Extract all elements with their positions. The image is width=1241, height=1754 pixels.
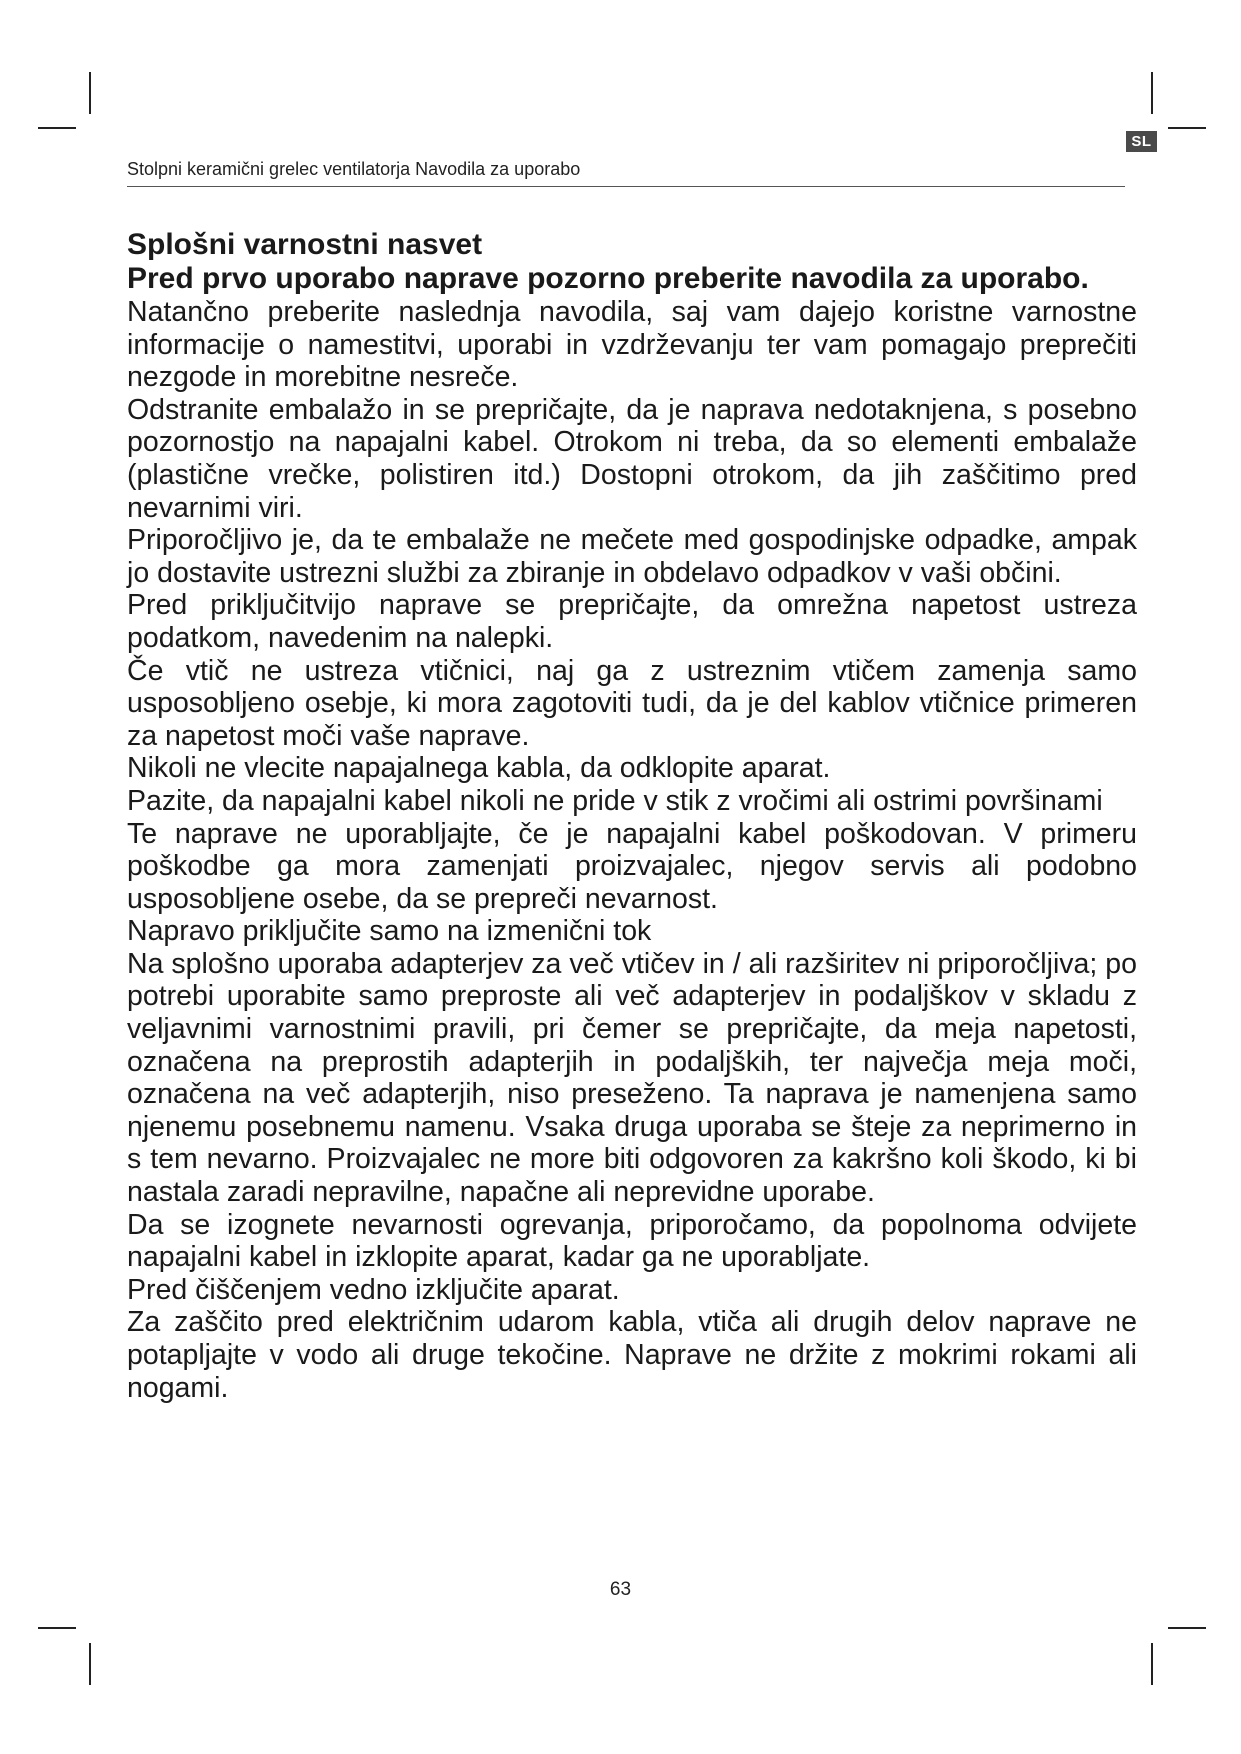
section-subtitle: Pred prvo uporabo naprave pozorno preberite navodila za uporabo.: [127, 262, 1089, 295]
section-title: Splošni varnostni nasvet: [127, 228, 483, 261]
paragraph: Natančno preberite naslednja navodila, saj vam dajejo koristne varnostne informacije o namestitvi, uporabi in vzdrževanju ter vam pomagajo preprečiti nezgode in morebitne nesreče.: [127, 296, 1137, 394]
paragraph: Te naprave ne uporabljajte, če je napajalni kabel poškodovan. V primeru poškodbe ga mora zamenjati proizvajalec, njegov servis ali podobno usposobljene osebe, da se prepreči nevarnost.: [127, 817, 1137, 915]
paragraph: Na splošno uporaba adapterjev za več vtičev in / ali razširitev ni priporočljiva; po potrebi uporabite samo preproste ali več adapterjev in podaljškov v skladu z veljavnimi varnostnimi pravili, pri čemer se prepričajte, da meja napetosti, označena na preprostih adapterjih in podaljških, ter največja meja moči, označena na več adapterjih, niso preseženo. Ta naprava je namenjena samo njenemu posebnemu namenu. Vsaka druga uporaba se šteje za neprimerno in s tem nevarno. Proizvajalec ne more biti odgovoren za kakršno koli škodo, ki bi nastala zaradi nepravilne, napačne ali neprevidne uporabe.: [127, 947, 1137, 1209]
paragraph: Nikoli ne vlecite napajalnega kabla, da odklopite aparat.: [127, 752, 831, 785]
paragraph: Odstranite embalažo in se prepričajte, da je naprava nedotaknjena, s posebno pozornostjo na napajalni kabel. Otrokom ni treba, da so elementi embalaže (plastične vrečke, polistiren itd.) Dostopni otrokom, da jih zaščitimo pred nevarnimi viri.: [127, 393, 1137, 524]
paragraph: Da se izognete nevarnosti ogrevanja, priporočamo, da popolnoma odvijete napajalni kabel in izklopite aparat, kadar ga ne uporabljate.: [127, 1208, 1137, 1274]
crop-mark-top-left-vertical: [89, 72, 91, 114]
document-body: [127, 228, 1137, 1404]
crop-mark-bottom-left-horizontal: [38, 1627, 76, 1629]
paragraph: Pred priključitvijo naprave se prepričajte, da omrežna napetost ustreza podatkom, navedenim na nalepki.: [127, 589, 1137, 654]
running-head: Stolpni keramični grelec ventilatorja Navodila za uporabo: [127, 159, 581, 179]
paragraph: Pred čiščenjem vedno izključite aparat.: [127, 1273, 620, 1306]
crop-mark-top-right-horizontal: [1168, 127, 1206, 129]
paragraph: Če vtič ne ustreza vtičnici, naj ga z ustreznim vtičem zamenja samo usposobljeno osebje, ki mora zagotoviti tudi, da je del kablov vtičnice primeren za napetost moči vaše naprave.: [127, 654, 1137, 752]
page-number: 63: [609, 1579, 632, 1600]
crop-mark-top-right-vertical: [1151, 72, 1153, 114]
header-divider: [127, 186, 1125, 187]
paragraph: Napravo priključite samo na izmenični tok: [127, 915, 652, 948]
crop-mark-bottom-right-horizontal: [1168, 1627, 1206, 1629]
paragraph: Priporočljivo je, da te embalaže ne mečete med gospodinjske odpadke, ampak jo dostavite ustrezni službi za zbiranje in obdelavo odpadkov v vaši občini.: [127, 524, 1137, 589]
paragraph: Pazite, da napajalni kabel nikoli ne pride v stik z vročimi ali ostrimi površinami: [127, 784, 1103, 817]
crop-mark-bottom-left-vertical: [89, 1643, 91, 1685]
crop-mark-bottom-right-vertical: [1151, 1643, 1153, 1685]
language-badge: SL: [1126, 131, 1157, 152]
crop-mark-top-left-horizontal: [38, 127, 76, 129]
paragraph: Za zaščito pred električnim udarom kabla, vtiča ali drugih delov naprave ne potapljajte v vodo ali druge tekočine. Naprave ne držite z mokrimi rokami ali nogami.: [127, 1306, 1137, 1404]
